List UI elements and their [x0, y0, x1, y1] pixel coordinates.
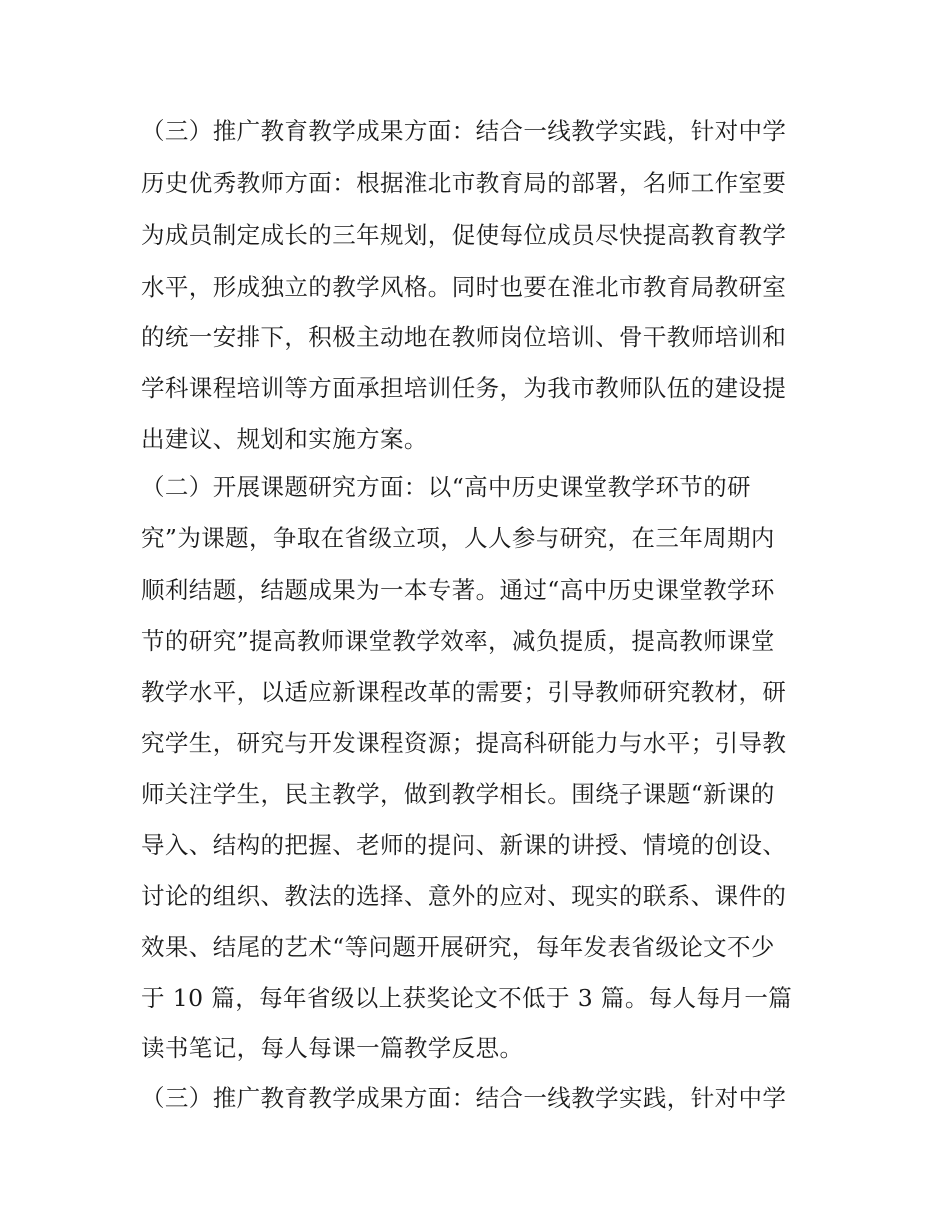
- paragraph-2-line-5: 教学水平，以适应新课程改革的需要；引导教师研究教材，研: [141, 678, 787, 706]
- paragraph-1-line-5: 的统一安排下，积极主动地在教师岗位培训、骨干教师培训和: [141, 323, 787, 351]
- paragraph-2-line-9: 讨论的组织、教法的选择、意外的应对、现实的联系、课件的: [141, 882, 787, 910]
- paragraph-2-line-10: 效果、结尾的艺术“等问题开展研究，每年发表省级论文不少: [141, 933, 775, 961]
- paragraph-2-line-7: 师关注学生，民主教学，做到教学相长。围绕子课题“新课的: [141, 780, 775, 808]
- paragraph-3-line-1: （三）推广教育教学成果方面：结合一线教学实践，针对中学: [141, 1084, 787, 1112]
- paragraph-2-line-11: 于 10 篇，每年省级以上获奖论文不低于 3 篇。每人每月一篇: [141, 984, 793, 1012]
- paragraph-2-line-8: 导入、结构的把握、老师的提问、新课的讲授、情境的创设、: [141, 831, 787, 859]
- paragraph-2-line-4: 节的研究”提高教师课堂教学效率，减负提质，提高教师课堂: [141, 627, 775, 655]
- paragraph-1-line-2: 历史优秀教师方面：根据淮北市教育局的部署，名师工作室要: [141, 169, 787, 197]
- paragraph-1-line-3: 为成员制定成长的三年规划，促使每位成员尽快提高教育教学: [141, 221, 787, 249]
- paragraph-2-line-2: 究”为课题，争取在省级立项，人人参与研究，在三年周期内: [141, 524, 775, 552]
- paragraph-1-line-1: （三）推广教育教学成果方面：结合一线教学实践，针对中学: [141, 117, 787, 145]
- paragraph-2-line-3: 顺利结题，结题成果为一本专著。通过“高中历史课堂教学环: [141, 576, 775, 604]
- paragraph-1-line-7: 出建议、规划和实施方案。: [141, 425, 428, 453]
- paragraph-2-line-12: 读书笔记，每人每课一篇教学反思。: [141, 1034, 524, 1062]
- paragraph-1-line-4: 水平，形成独立的教学风格。同时也要在淮北市教育局教研室: [141, 273, 787, 301]
- paragraph-1-line-6: 学科课程培训等方面承担培训任务，为我市教师队伍的建设提: [141, 374, 787, 402]
- paragraph-2-line-6: 究学生，研究与开发课程资源；提高科研能力与水平；引导教: [141, 729, 787, 757]
- paragraph-2-line-1: （二）开展课题研究方面：以“高中历史课堂教学环节的研: [141, 473, 751, 501]
